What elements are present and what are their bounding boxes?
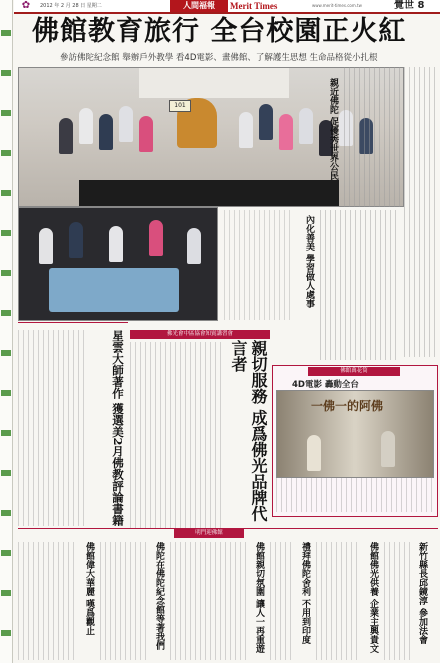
student-figure [109, 226, 123, 262]
student-figure [187, 228, 201, 264]
bottom-headline: 佛館佛光供養 企業主興貴文 [368, 542, 378, 654]
lotus-icon: ✿ [21, 0, 31, 11]
section-name: 覺世 [394, 0, 414, 11]
issue-date: 2012 年 2 月 28 日 星期二 [40, 3, 102, 9]
article-text-texture [320, 210, 400, 360]
article-text-texture [384, 542, 410, 660]
sidebar-heading: 親近佛陀 促優秀世界公民 [328, 78, 338, 181]
student-figure [79, 108, 93, 144]
bottom-headline: 佛陀在佛陀紀念館等著我們 [154, 542, 164, 650]
student-figure [39, 228, 53, 264]
student-figure [69, 222, 83, 258]
index-tab [1, 310, 11, 316]
article-text-texture [404, 67, 438, 357]
section-page [394, 0, 424, 12]
students-table-photo [18, 207, 218, 321]
student-figure [279, 114, 293, 150]
calligraphy-banner [139, 68, 289, 98]
article-text-texture [224, 210, 294, 320]
section-label-bottom: 明門迎佛館 [174, 529, 244, 538]
index-tab [1, 390, 11, 396]
sidebar-heading: 內化善美 學習做人處事 [304, 215, 314, 309]
student-figure [99, 114, 113, 150]
article-text-texture [344, 67, 400, 207]
index-tab [1, 110, 11, 116]
index-tab [1, 430, 11, 436]
page-number: 8 [417, 0, 425, 11]
number-sign: 101 [169, 100, 191, 112]
article-text-texture [130, 342, 224, 528]
volunteer-headline: 親切服務 成爲佛光品牌代言者 [229, 340, 268, 522]
index-tab [1, 70, 11, 76]
student-figure [149, 220, 163, 256]
index-tab [1, 190, 11, 196]
bottom-headline: 禮拜佛陀舍利 不用到印度 [300, 542, 310, 645]
index-tab [1, 470, 11, 476]
website: www.merit-times.com.tw [312, 3, 362, 8]
index-tab [1, 270, 11, 276]
film-exhibit-photo [276, 390, 434, 478]
article-text-texture [170, 542, 246, 660]
index-tab [1, 30, 11, 36]
light-table [49, 268, 179, 312]
section-index-strip [0, 0, 13, 663]
index-tab [1, 590, 11, 596]
bottom-headline: 佛館親切氛圍 讓人一再重遊 [254, 542, 264, 654]
film-title-sign: 一佛一的阿佛 [311, 399, 384, 413]
student-figure [139, 116, 153, 152]
student-figure [59, 118, 73, 154]
article-text-texture [18, 542, 76, 660]
index-tab [1, 150, 11, 156]
book-headline: 星雲大師著作 獲選美2月佛教評論書籍 [111, 330, 125, 527]
student-figure [299, 108, 313, 144]
newspaper-english-name: Merit Times [230, 1, 278, 11]
newspaper-logo: 人間福報 [170, 0, 228, 12]
article-text-texture [100, 542, 146, 660]
index-tab [1, 510, 11, 516]
main-headline: 佛館教育旅行 全台校園正火紅 [32, 16, 407, 47]
section-label-volunteer: 佛光會中區協會知賓講習會 [130, 330, 270, 339]
index-tab [1, 230, 11, 236]
bottom-headline: 佛館偉大華麗 嘆爲觀止 [84, 542, 94, 636]
student-figure [239, 112, 253, 148]
divider [18, 322, 128, 323]
article-text-texture [270, 542, 292, 660]
desk [79, 180, 339, 206]
index-tab [1, 550, 11, 556]
visitor-figure [307, 435, 321, 471]
index-tab [1, 350, 11, 356]
student-figure [119, 106, 133, 142]
section-label-film: 佛館萬花筒 [308, 367, 400, 376]
visitor-figure [381, 431, 395, 467]
main-subhead: 參訪佛陀紀念館 舉辦戶外教學 看4D電影、畫佛館、了解護生思想 生命品格從小扎根 [60, 53, 378, 63]
bottom-headline: 新竹縣長邱鏡淳 參加法會 [417, 542, 427, 645]
student-figure [259, 104, 273, 140]
index-tab [1, 630, 11, 636]
article-text-texture [316, 542, 360, 660]
article-text-texture [18, 330, 88, 526]
film-headline: 4D電影 轟動全台 [292, 380, 359, 390]
article-text-texture [276, 478, 432, 512]
